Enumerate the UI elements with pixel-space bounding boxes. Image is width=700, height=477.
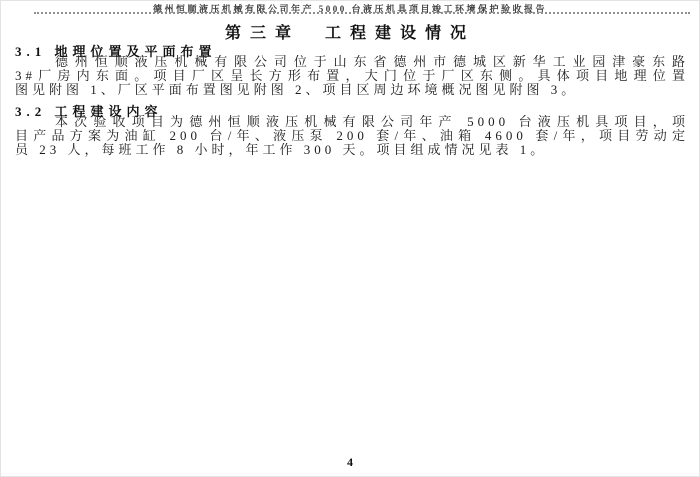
page-header-text: 德州恒顺液压机械有限公司年产 5000 台液压机具项目竣工环境保护验收报告 bbox=[152, 4, 547, 14]
paragraph-line: 员 23 人，每班工作 8 小时，年工作 300 天。项目组成情况见表 1。 bbox=[15, 143, 548, 157]
section-3-1-heading: 3.1 地理位置及平面布置 bbox=[15, 44, 217, 59]
paragraph-line: 德州恒顺液压机械有限公司位于山东省德州市德城区新华工业园津豪东路 bbox=[55, 55, 689, 69]
header-dotted-divider bbox=[34, 9, 690, 14]
section-3-2-paragraph bbox=[15, 115, 689, 157]
chapter-title: 第三章 工程建设情况 bbox=[224, 25, 475, 42]
paragraph-line: 图见附图 1、厂区平面布置图见附图 2、项目区周边环境概况图见附图 3。 bbox=[15, 83, 579, 97]
page-number: 4 bbox=[347, 455, 353, 469]
paragraph-line: 目产品方案为油缸 200 台/年、液压泵 200 套/年、油箱 4600 套/年，项目劳动定 bbox=[15, 129, 689, 143]
paragraph-line: 本次验收项目为德州恒顺液压机械有限公司年产 5000 台液压机具项目，项 bbox=[55, 115, 689, 129]
section-3-2-heading: 3.2 工程建设内容 bbox=[15, 104, 163, 119]
section-3-1-paragraph bbox=[15, 55, 689, 97]
paragraph-line: 3#厂房内东面。项目厂区呈长方形布置，大门位于厂区东侧。具体项目地理位置 bbox=[15, 69, 689, 83]
